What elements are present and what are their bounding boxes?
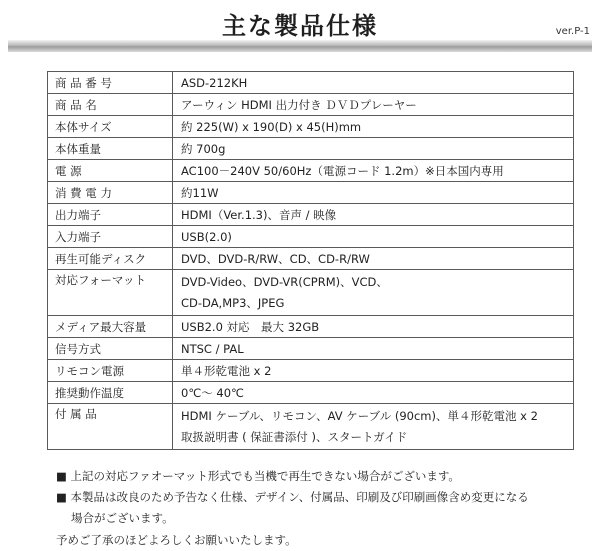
spec-label: 電 源 [48, 160, 173, 182]
spec-value-line: DVD-Video、DVD-VR(CPRM)、VCD、 [181, 275, 388, 289]
spec-row-size [48, 116, 574, 138]
spec-label: 付 属 品 [48, 404, 173, 450]
spec-label: 商 品 名 [48, 94, 173, 116]
spec-value: NTSC / PAL [173, 338, 574, 360]
spec-row-product-name [48, 94, 574, 116]
spec-value: ASD-212KH [173, 72, 574, 94]
spec-label: 商 品 番 号 [48, 72, 173, 94]
spec-value: AC100－240V 50/60Hz（電源コード 1.2m）※日本国内専用 [173, 160, 574, 182]
spec-label: 本体サイズ [48, 116, 173, 138]
spec-value: USB2.0 対応 最大 32GB [173, 316, 574, 338]
note-spec-change-cont: 場合がございます。 [71, 511, 174, 525]
spec-value: 約11W [173, 182, 574, 204]
spec-label: 出力端子 [48, 204, 173, 226]
spec-value: USB(2.0) [173, 226, 574, 248]
spec-value-line: HDMI ケーブル、リモコン、AV ケーブル (90cm)、単４形乾電池 x 2 [181, 409, 538, 423]
spec-label: 信号方式 [48, 338, 173, 360]
spec-value: 単４形乾電池 x 2 [173, 360, 574, 382]
title-divider [8, 40, 592, 52]
spec-value: DVD、DVD-R/RW、CD、CD-R/RW [173, 248, 574, 270]
spec-row-discs [48, 248, 574, 270]
spec-row-input [48, 226, 574, 248]
spec-row-consumption [48, 182, 574, 204]
spec-row-remote-power [48, 360, 574, 382]
spec-label: リモコン電源 [48, 360, 173, 382]
spec-label: 再生可能ディスク [48, 248, 173, 270]
version-label: ver.P-1 [555, 26, 590, 37]
spec-row-formats [48, 270, 574, 316]
spec-value: アーウィン HDMI 出力付き ＤＶＤプレーヤー [173, 94, 574, 116]
spec-row-signal [48, 338, 574, 360]
spec-label: 対応フォーマット [48, 270, 173, 316]
spec-label: 推奨動作温度 [48, 382, 173, 404]
spec-value: 約 700g [173, 138, 574, 160]
spec-label: メディア最大容量 [48, 316, 173, 338]
spec-value: HDMI（Ver.1.3)、音声 / 映像 [173, 204, 574, 226]
notes-section [56, 466, 586, 551]
spec-row-temperature [48, 382, 574, 404]
spec-row-accessories [48, 404, 574, 450]
spec-value-line: 取扱説明書 ( 保証書添付 )、スタートガイド [181, 430, 408, 444]
spec-label: 消 費 電 力 [48, 182, 173, 204]
spec-row-weight [48, 138, 574, 160]
spec-table [47, 71, 574, 450]
spec-label: 入力端子 [48, 226, 173, 248]
spec-value: 約 225(W) x 190(D) x 45(H)mm [173, 116, 574, 138]
spec-row-product-number [48, 72, 574, 94]
spec-value [173, 270, 574, 316]
spec-value-line: CD-DA,MP3、JPEG [181, 296, 285, 310]
page-title: 主な製品仕様 [222, 12, 378, 40]
note-spec-change: ■ 本製品は改良のため予告なく仕様、デザイン、付属品、印刷及び印刷画像含め変更になる [56, 490, 529, 504]
note-format-compat: ■ 上記の対応ファオーマット形式でも当機で再生できない場合がございます。 [56, 469, 460, 483]
closing-remark: 予めご了承のほどよろしくお願いいたします。 [56, 533, 297, 547]
spec-row-power [48, 160, 574, 182]
spec-label: 本体重量 [48, 138, 173, 160]
spec-value: 0℃～ 40℃ [173, 382, 574, 404]
spec-row-media [48, 316, 574, 338]
spec-value [173, 404, 574, 450]
spec-row-output [48, 204, 574, 226]
